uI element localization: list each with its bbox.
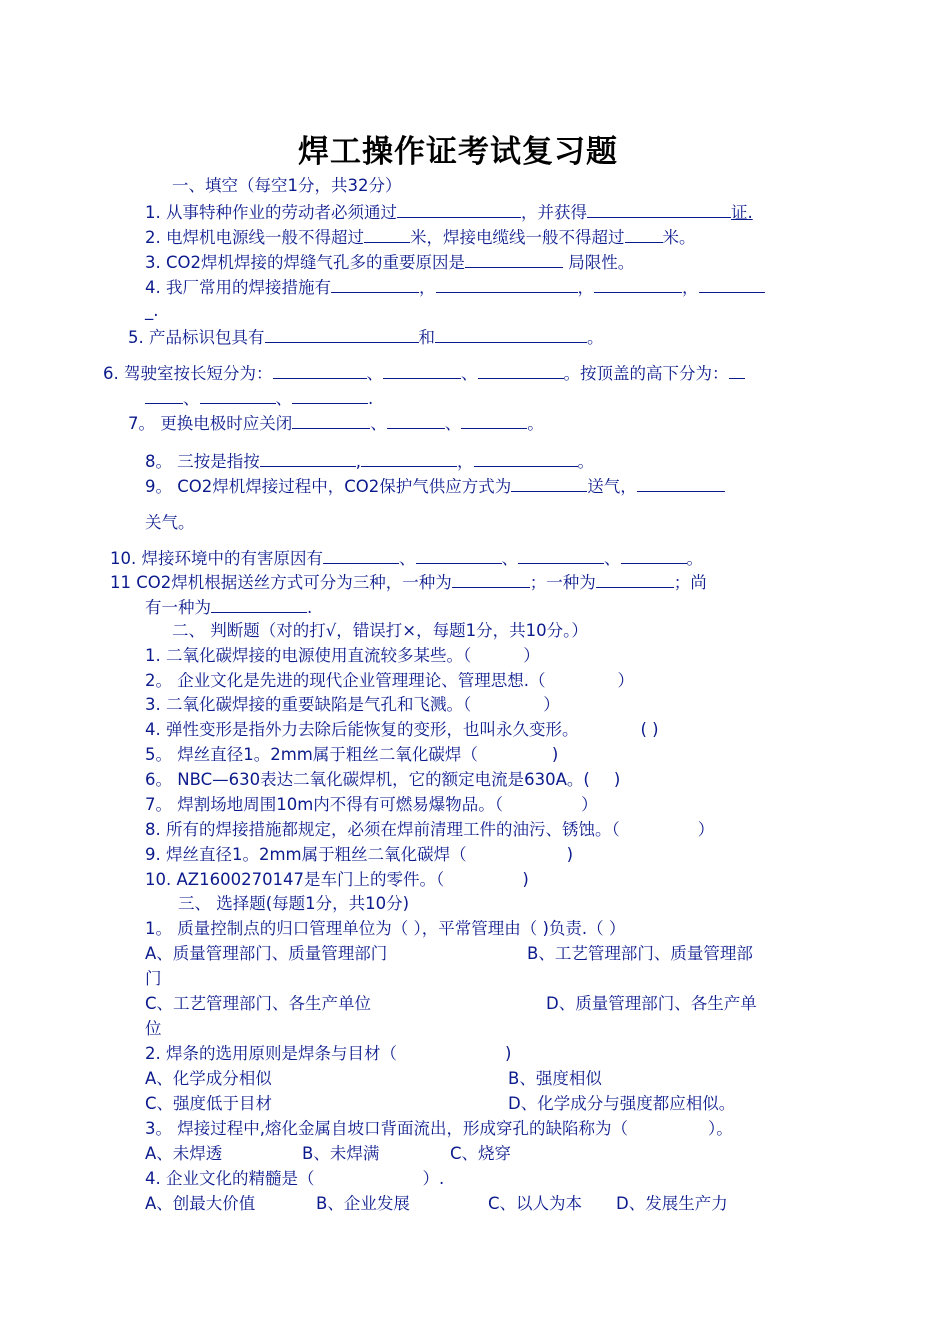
fill-question-3: [145, 250, 634, 274]
q4-text-d: ，: [682, 278, 699, 297]
judge-item-close: ）: [581, 795, 598, 814]
judge-item-text: 6。 NBC—630表达二氧化碳焊机，它的额定电流是630A。(: [145, 770, 590, 789]
q7-text-d: 。: [527, 414, 544, 433]
blank[interactable]: [637, 474, 725, 492]
q2-text-c: 米。: [662, 228, 696, 247]
q1-text-c: 证.: [731, 203, 753, 222]
q6-text-f: 、: [275, 389, 292, 408]
q1-text-b: ，并获得: [521, 203, 587, 222]
fill-question-11-cont: [145, 595, 312, 619]
blank[interactable]: [387, 411, 445, 429]
q6-text-g: .: [368, 389, 374, 408]
question-stem: 2. 焊条的选用原则是焊条与目材（: [145, 1044, 397, 1063]
judge-item: [145, 670, 634, 692]
choice-option-b[interactable]: B、未焊满: [302, 1144, 380, 1163]
choice-question-2: [145, 1043, 511, 1065]
fill-question-9: [145, 474, 725, 498]
judge-item-close: ): [551, 745, 559, 764]
choice-option-d[interactable]: D、发展生产力: [616, 1194, 728, 1213]
blank[interactable]: [292, 411, 370, 429]
fill-question-11: [110, 570, 707, 594]
choice-option-c[interactable]: C、工艺管理部门、各生产单位: [145, 994, 372, 1013]
judge-item-close: ）: [543, 695, 560, 714]
judge-item-text: 7。 焊割场地周围10m内不得有可燃易爆物品。（: [145, 795, 504, 814]
q6-text-d: 。按顶盖的高下分为：: [563, 364, 729, 383]
fill-question-10: [110, 546, 703, 570]
q6-text-a: 6. 驾驶室按长短分为：: [103, 364, 273, 383]
judge-item-close: ): [613, 770, 621, 789]
q8-text-d: 。: [577, 452, 594, 471]
judge-item: [145, 794, 598, 816]
q6-text-b: 、: [366, 364, 383, 383]
q9-text-b: 送气，: [587, 477, 637, 496]
blank[interactable]: [474, 449, 578, 467]
judge-item-text: 3. 二氧化碳焊接的重要缺陷是气孔和飞溅。（: [145, 695, 472, 714]
blank[interactable]: [323, 546, 399, 564]
judge-item-close: ): [566, 845, 574, 864]
q6-text-e: 、: [183, 389, 200, 408]
choice-option-b[interactable]: B、强度相似: [508, 1069, 602, 1088]
fill-question-4: [145, 275, 765, 299]
q8-text-c: ，: [457, 452, 474, 471]
judge-item: [145, 869, 529, 891]
q11-text-e: .: [307, 598, 313, 617]
choice-option-d-cont: 位: [145, 1019, 162, 1038]
blank[interactable]: [452, 570, 530, 588]
fill-question-4-cont: _.: [145, 301, 159, 320]
blank[interactable]: [397, 200, 521, 218]
fill-question-7: [128, 411, 544, 435]
blank[interactable]: [465, 250, 563, 268]
q11-text-c: ；尚: [673, 573, 707, 592]
judge-item-close: ( ): [640, 720, 659, 739]
q8-text-b: ,: [355, 452, 361, 471]
section3-heading: 三、 选择题(每题1分，共10分): [178, 894, 410, 913]
q1-text-a: 1. 从事特种作业的劳动者必须通过: [145, 203, 397, 222]
choice-question-4: [145, 1168, 444, 1190]
question-stem: 3。 焊接过程中,熔化金属自坡口背面流出，形成穿孔的缺陷称为（: [145, 1119, 628, 1138]
blank[interactable]: [511, 474, 587, 492]
blank[interactable]: [265, 325, 419, 343]
judge-item: [145, 694, 560, 716]
q11-text-a: 11 CO2焊机根据送丝方式可分为三种，一种为: [110, 573, 452, 592]
q10-text-a: 10. 焊接环境中的有害原因有: [110, 549, 323, 568]
judge-item-close: ）: [523, 646, 540, 665]
fill-question-5: [128, 325, 604, 349]
choice-option-d[interactable]: D、化学成分与强度都应相似。: [508, 1094, 736, 1113]
blank[interactable]: [594, 275, 682, 293]
blank[interactable]: [587, 200, 731, 218]
judge-item-text: 5。 焊丝直径1。2mm属于粗丝二氧化碳焊（: [145, 745, 478, 764]
choice-question-1: 1。 质量控制点的归口管理单位为（ ），平常管理由（ )负责.（ ）: [145, 919, 626, 938]
judge-item-close: ）: [697, 820, 715, 839]
q5-text-a: 5. 产品标识包具有: [128, 328, 265, 347]
judge-item: [145, 819, 714, 841]
choice-question-3: [145, 1118, 733, 1140]
blank[interactable]: [625, 225, 663, 243]
blank[interactable]: [435, 325, 587, 343]
q4-text-a: 4. 我厂常用的焊接措施有: [145, 278, 331, 297]
choice-option-c[interactable]: C、强度低于目材: [145, 1094, 273, 1113]
blank[interactable]: [729, 361, 745, 379]
blank[interactable]: [292, 386, 368, 404]
judge-item-close: ）: [617, 671, 634, 690]
blank[interactable]: [211, 595, 307, 613]
q10-text-b: 、: [399, 549, 416, 568]
q4-text-c: ，: [577, 278, 594, 297]
choice-option-d[interactable]: D、质量管理部门、各生产单: [546, 994, 757, 1013]
question-close: ）.: [422, 1169, 445, 1188]
choice-option-b-cont: 门: [145, 969, 162, 988]
blank[interactable]: [361, 449, 457, 467]
q4-text-b: ，: [419, 278, 436, 297]
section1-heading: 一、填空（每空1分，共32分）: [172, 176, 402, 195]
blank[interactable]: [518, 546, 604, 564]
page-title: 焊工操作证考试复习题: [298, 134, 618, 170]
section2-heading: 二、 判断题（对的打√，错误打×，每题1分，共10分。）: [172, 621, 588, 640]
blank[interactable]: [383, 361, 461, 379]
blank[interactable]: [145, 386, 183, 404]
question-close: ): [505, 1044, 512, 1063]
judge-item-text: 1. 二氧化碳焊接的电源使用直流较多某些。（: [145, 646, 472, 665]
fill-question-6: [103, 361, 745, 385]
choice-option-a[interactable]: A、化学成分相似: [145, 1069, 272, 1088]
fill-question-8: [145, 449, 594, 473]
fill-question-9-cont: 关气。: [145, 513, 195, 532]
q10-text-c: 、: [501, 549, 518, 568]
blank[interactable]: [260, 449, 356, 467]
q11-text-d: 有一种为: [145, 598, 211, 617]
question-stem: 4. 企业文化的精髓是（: [145, 1169, 315, 1188]
q7-text-b: 、: [370, 414, 387, 433]
question-close: ）。: [708, 1119, 733, 1138]
judge-item: [145, 769, 620, 791]
blank[interactable]: [273, 361, 367, 379]
choice-option-a[interactable]: A、质量管理部门、质量管理部门: [145, 944, 388, 963]
choice-option-c[interactable]: C、以人为本: [488, 1194, 583, 1213]
judge-item: [145, 744, 558, 766]
q5-text-c: 。: [587, 328, 604, 347]
judge-item-text: 9. 焊丝直径1。2mm属于粗丝二氧化碳焊（: [145, 845, 467, 864]
fill-question-6-cont: [145, 386, 373, 410]
judge-item-text: 4. 弹性变形是指外力去除后能恢复的变形，也叫永久变形。: [145, 720, 579, 739]
blank[interactable]: [331, 275, 419, 293]
q10-text-e: 。: [686, 549, 703, 568]
q7-text-c: 、: [444, 414, 462, 433]
q3-text-a: 3. CO2焊机焊接的焊缝气孔多的重要原因是: [145, 253, 465, 272]
fill-question-2: [145, 225, 696, 249]
q11-text-b: ；一种为: [529, 573, 596, 592]
q5-text-b: 和: [418, 328, 435, 347]
judge-item-text: 10. AZ1600270147是车门上的零件。（: [145, 870, 445, 889]
choice-option-c[interactable]: C、烧穿: [450, 1144, 512, 1163]
judge-item: [145, 844, 573, 866]
fill-question-1: [145, 200, 753, 224]
q8-text-a: 8。 三按是指按: [145, 452, 260, 471]
judge-item: [145, 645, 540, 667]
blank[interactable]: [416, 546, 502, 564]
q3-text-b: 局限性。: [563, 253, 635, 272]
q10-text-d: 、: [604, 549, 621, 568]
choice-option-b[interactable]: B、工艺管理部门、质量管理部: [527, 944, 753, 963]
blank[interactable]: [200, 386, 276, 404]
blank[interactable]: [699, 275, 765, 293]
q6-text-c: 、: [461, 364, 478, 383]
choice-option-b[interactable]: B、企业发展: [316, 1194, 410, 1213]
blank[interactable]: [461, 411, 527, 429]
choice-option-a[interactable]: A、未焊透: [145, 1144, 223, 1163]
choice-option-a[interactable]: A、创最大价值: [145, 1194, 256, 1213]
blank[interactable]: [436, 275, 578, 293]
judge-item: [145, 719, 659, 741]
blank[interactable]: [478, 361, 564, 379]
q7-text-a: 7。 更换电极时应关闭: [128, 414, 293, 433]
judge-item-text: 2。 企业文化是先进的现代企业管理理论、管理思想.（: [145, 671, 546, 690]
q2-text-a: 2. 电焊机电源线一般不得超过: [145, 228, 364, 247]
blank[interactable]: [364, 225, 410, 243]
blank[interactable]: [621, 546, 687, 564]
q2-text-b: 米，焊接电缆线一般不得超过: [410, 228, 625, 247]
judge-item-close: ): [522, 870, 529, 889]
judge-item-text: 8. 所有的焊接措施都规定，必须在焊前清理工件的油污、锈蚀。（: [145, 820, 620, 839]
blank[interactable]: [596, 570, 674, 588]
q9-text-a: 9。 CO2焊机焊接过程中，CO2保护气供应方式为: [145, 477, 512, 496]
